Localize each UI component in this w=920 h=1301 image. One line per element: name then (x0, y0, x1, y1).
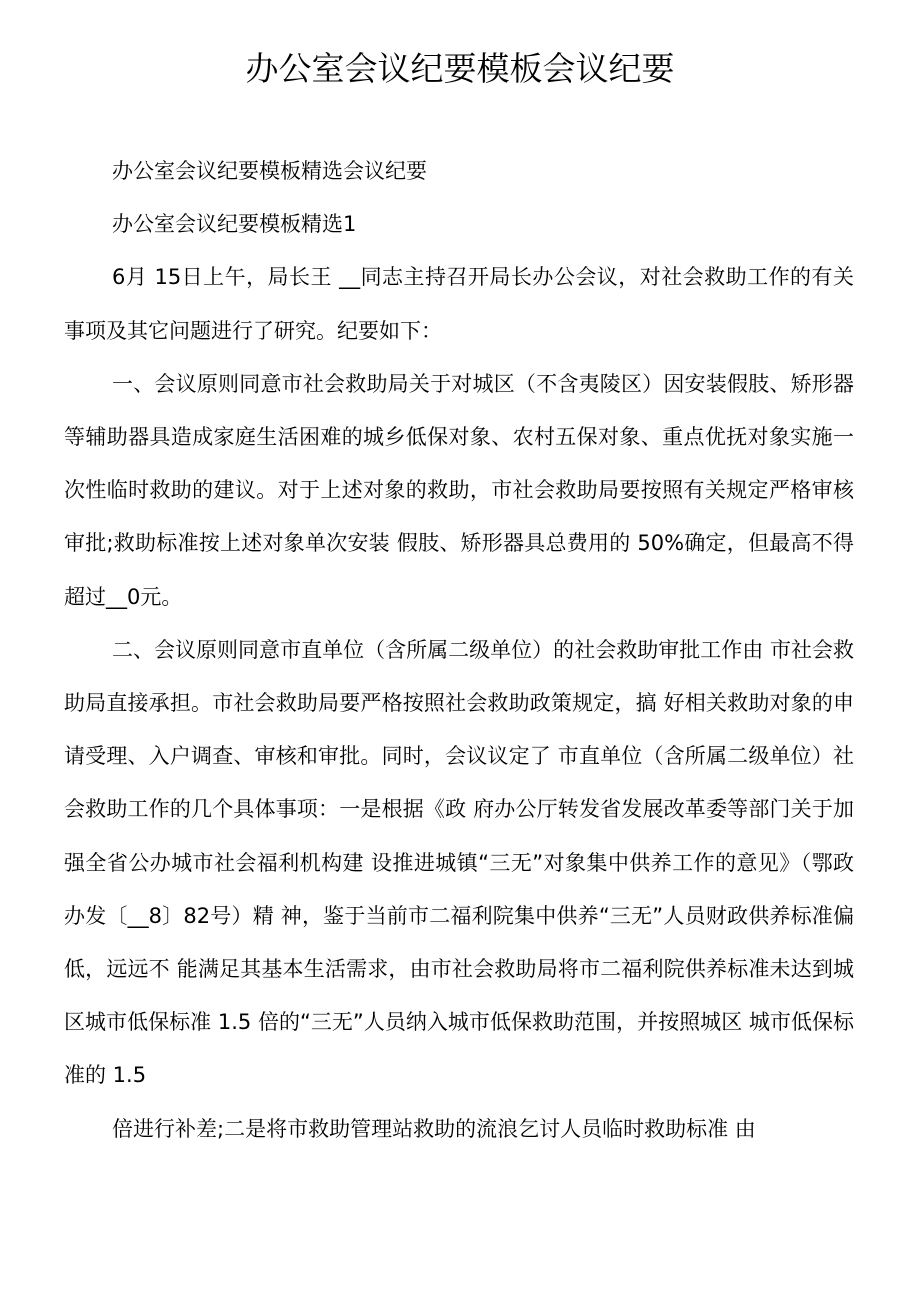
subtitle: 办公室会议纪要模板精选会议纪要 (112, 159, 427, 183)
document-title: 办公室会议纪要模板会议纪要 (245, 49, 675, 88)
paragraph-continuation: 倍进行补差;二是将市救助管理站救助的流浪乞讨人员临时救助标准 由 (112, 1116, 756, 1141)
paragraph-item-one: 一、会议原则同意市社会救助局关于对城区（不含夷陵区）因安装假肢、矫形器等辅助器具造成家庭生活困难的城乡低保对象、农村五保对象、重点优抚对象实施一次性临时救助的建议。对于上述对象的救助，市社会救助局要按照有关规定严格审核审批;救助标准按上述对象单次安装 假肢、矫形器具总费用的 50%确定，但最高不得超过__0元。 (64, 371, 854, 609)
paragraph-item-two: 二、会议原则同意市直单位（含所属二级单位）的社会救助审批工作由 市社会救助局直接承担。市社会救助局要严格按照社会救助政策规定，搞 好相关救助对象的申请受理、入户调查、审核和审批。同时，会议议定了 市直单位（含所属二级单位）社会救助工作的几个具体事项：一是根据《政 府办公厅转发省发展改革委等部门关于加强全省公办城市社会福利机构建 设推进城镇“三无”对象集中供养工作的意见》（鄂政办发〔__8〕82号）精 神，鉴于当前市二福利院集中供养“三无”人员财政供养标准偏低，远远不 能满足其基本生活需求，由市社会救助局将市二福利院供养标准未达到城 区城市低保标准 1.5 倍的“三无”人员纳入城市低保救助范围，并按照城区 城市低保标准的 1.5 (64, 637, 854, 1088)
document-body (64, 145, 854, 1156)
section-heading: 办公室会议纪要模板精选1 (112, 212, 357, 237)
paragraph-intro: 6月 15日上午，局长王 __同志主持召开局长办公会议，对社会救助工作的有关事项及其它问题进行了研究。纪要如下： (64, 265, 854, 343)
